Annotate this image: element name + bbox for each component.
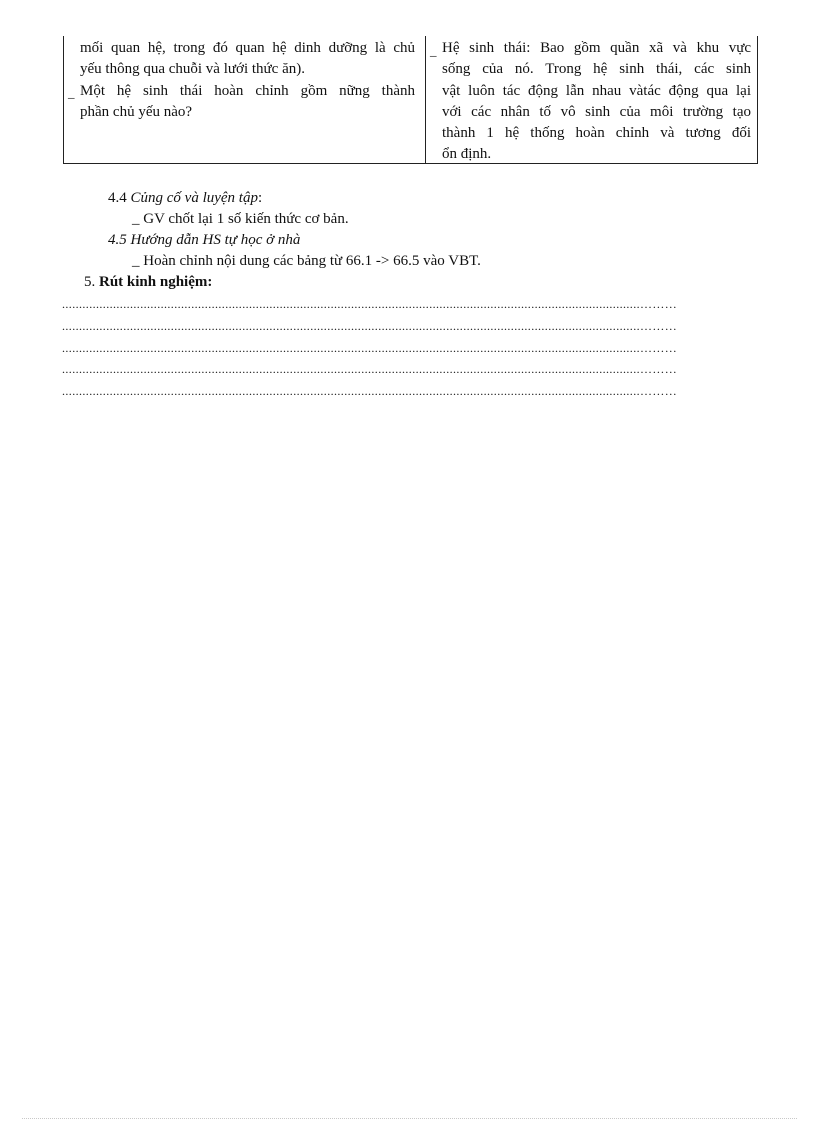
table-left-cell: [64, 36, 426, 163]
section-title: Củng cố và luyện tập: [130, 190, 258, 206]
section-colon: :: [257, 190, 263, 206]
left-line: phần chủ yếu nào?: [80, 103, 193, 120]
dotted-line: ..........................................................................................................................................................................………: [62, 384, 678, 398]
right-line: vật luôn tác động lẫn nhau vàtác động qua lại: [442, 82, 751, 99]
right-line: thành 1 hệ thống hoàn chỉnh và tương đối: [442, 125, 751, 142]
list-item: GV chốt lại 1 số kiến thức cơ bản.: [143, 211, 349, 227]
bullet-marker: _: [132, 253, 140, 269]
dotted-line: ..........................................................................................................................................................................………: [62, 297, 678, 311]
section-title: Hướng dẫn HS tự học ở nhà: [130, 232, 301, 248]
left-line: mối quan hệ, trong đó quan hệ dinh dưỡng là chủ: [80, 40, 415, 56]
dotted-line: ..........................................................................................................................................................................………: [62, 341, 678, 355]
section-title: Rút kinh nghiệm:: [99, 274, 213, 290]
content-table: [63, 36, 758, 164]
list-item: Hoàn chỉnh nội dung các bảng từ 66.1 -> 66.5 vào VBT.: [143, 253, 481, 269]
section-number: 5.: [84, 274, 96, 290]
right-line: sống của nó. Trong hệ sinh thái, các sinh: [442, 61, 751, 78]
section-4-5-heading: [108, 230, 300, 250]
bullet-marker: _: [132, 211, 140, 227]
dotted-line: ..........................................................................................................................................................................………: [62, 362, 678, 376]
left-line: Một hệ sinh thái hoàn chỉnh gồm nững thành: [80, 82, 415, 99]
section-4-4-heading: [108, 188, 262, 208]
right-line: ổn định.: [442, 146, 492, 163]
table-right-cell: [426, 36, 757, 163]
page-footer-border: [22, 1118, 797, 1119]
section-4-4-item: [132, 209, 349, 229]
section-4-5-item: [132, 251, 481, 271]
right-line: Hệ sinh thái: Bao gồm quần xã và khu vực: [442, 40, 751, 56]
section-number: 4.4: [108, 190, 127, 206]
bullet-marker: _: [430, 43, 437, 58]
dotted-line: ..........................................................................................................................................................................………: [62, 319, 678, 333]
section-5-heading: [84, 272, 212, 292]
section-number: 4.5: [108, 232, 127, 248]
bullet-marker: _: [68, 85, 75, 100]
left-line: yếu thông qua chuỗi và lưới thức ăn).: [80, 61, 305, 78]
right-line: với các nhân tố vô sinh của môi trường tạo: [442, 103, 751, 120]
